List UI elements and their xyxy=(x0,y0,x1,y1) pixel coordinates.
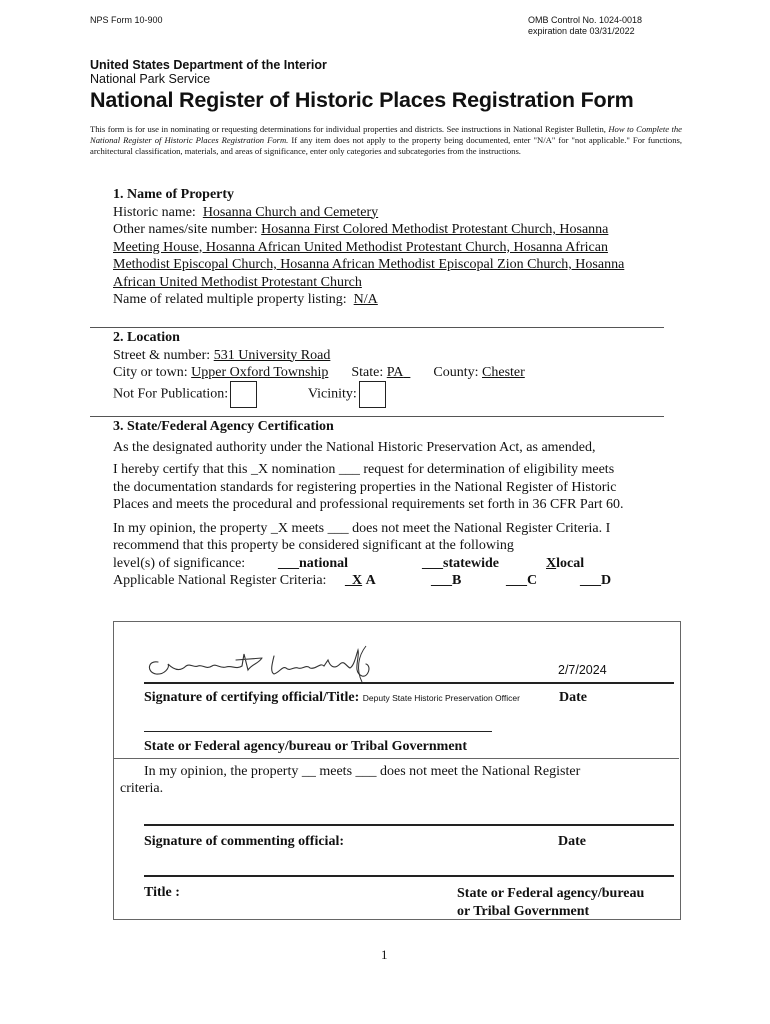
criterion-d: ___D xyxy=(580,573,612,588)
certification-text-3: Places and meets the procedural and professional requirements set forth in 36 CFR Part 60. xyxy=(113,497,624,512)
commenting-date-label: Date xyxy=(558,834,586,849)
commenting-opinion-2: criteria. xyxy=(120,781,164,796)
level-statewide: ___statewide xyxy=(422,555,499,571)
certification-text-1: I hereby certify that this _X nomination ___ request for determination of eligibility meets xyxy=(113,462,615,477)
county-label: County: xyxy=(433,365,479,380)
agency-label: State or Federal agency/bureau or Tribal Government xyxy=(144,739,468,754)
form-number: NPS Form 10-900 xyxy=(90,15,163,25)
commenting-signature-line xyxy=(144,824,674,826)
other-names-value-1: Hosanna First Colored Methodist Protestant Church, Hosanna xyxy=(261,222,609,237)
page-number: 1 xyxy=(381,947,388,962)
signature-line xyxy=(144,682,674,684)
agency-name: National Park Service xyxy=(90,72,211,86)
certifying-date-label: Date xyxy=(559,690,587,705)
section-certification xyxy=(113,418,683,590)
criteria-row xyxy=(113,572,683,590)
opinion-text-1: In my opinion, the property _X meets ___ does not meet the National Register Criteria. I xyxy=(113,520,611,536)
criterion-c: ___C xyxy=(506,573,538,588)
section1-heading: 1. Name of Property xyxy=(113,187,235,202)
section-location xyxy=(113,329,525,408)
criterion-a-label: A xyxy=(365,573,376,588)
form-title: National Register of Historic Places Registration Form xyxy=(90,88,634,112)
agency-line xyxy=(144,731,492,732)
section-divider xyxy=(90,327,664,328)
title-line xyxy=(144,875,674,877)
other-names-row xyxy=(113,221,624,239)
intro-bulletin-title: How to Complete the National Register of Historic Places Registration Form. xyxy=(90,124,682,145)
opinion-text-2: recommend that this property be considered significant at the following xyxy=(113,538,514,553)
section2-heading: 2. Location xyxy=(113,330,180,345)
certification-text-2: the documentation standards for registering properties in the National Register of Historic xyxy=(113,479,617,495)
certifying-signature-label: Signature of certifying official/Title: Deputy State Historic Preservation Officer xyxy=(144,690,520,705)
criterion-a: _X A xyxy=(345,573,376,588)
expiration-date: expiration date 03/31/2022 xyxy=(528,26,635,36)
intro-text-2: If any item does not apply to the property being documented, enter "N/A" for "not applicable." For functions, architectural classification, materials, and areas of significance, enter only categories and subcategories from the instructions. xyxy=(90,135,683,156)
level-local-label: local xyxy=(556,555,585,571)
omb-number: OMB Control No. 1024-0018 xyxy=(528,15,643,25)
commenting-agency-label: State or Federal agency/bureau or Tribal Government xyxy=(457,886,645,919)
other-names-value-3: Methodist Episcopal Church, Hosanna African Methodist Episcopal Zion Church, Hosanna xyxy=(113,257,625,272)
related-listing-value: N/A xyxy=(353,292,378,307)
street-row xyxy=(113,347,525,365)
street-label: Street & number: xyxy=(113,347,211,363)
section3-heading: 3. State/Federal Agency Certification xyxy=(113,419,334,434)
section-divider xyxy=(90,416,664,417)
level-national: ___national xyxy=(278,555,349,571)
other-names-value-4: African United Methodist Protestant Church xyxy=(113,274,362,290)
department-name: United States Department of the Interior xyxy=(90,58,327,72)
city-value: Upper Oxford Township xyxy=(191,365,329,380)
related-listing-row xyxy=(113,291,624,309)
not-for-publication-checkbox[interactable] xyxy=(230,381,257,408)
title-label: Title : xyxy=(144,885,180,900)
historic-name-value: Hosanna Church and Cemetery xyxy=(202,204,379,220)
certifying-title: Deputy State Historic Preservation Officer xyxy=(362,693,520,703)
commenting-opinion-1: In my opinion, the property __ meets ___ does not meet the National Register xyxy=(144,764,581,779)
box-divider xyxy=(113,758,679,759)
criterion-a-mark: X xyxy=(352,573,363,588)
city-label: City or town: xyxy=(113,365,188,380)
significance-label: level(s) of significance: xyxy=(113,555,246,571)
commenting-signature-label: Signature of commenting official: xyxy=(144,834,344,849)
historic-name-label: Historic name: xyxy=(113,204,196,220)
other-names-label: Other names/site number: xyxy=(113,222,258,237)
state-label: State: xyxy=(351,365,384,380)
not-for-publication-label: Not For Publication: xyxy=(113,386,229,402)
publication-row xyxy=(113,381,525,408)
omb-info xyxy=(528,15,642,37)
significance-row xyxy=(113,555,683,573)
city-row xyxy=(113,364,525,382)
level-local-mark: X xyxy=(546,555,557,571)
criterion-b: ___B xyxy=(431,573,462,588)
section-name-of-property xyxy=(113,186,624,309)
historic-name-row xyxy=(113,204,624,222)
state-value: PA xyxy=(386,365,404,380)
vicinity-label: Vicinity: xyxy=(307,386,357,402)
street-value: 531 University Road xyxy=(213,347,331,363)
certification-box xyxy=(113,621,681,920)
other-names-value-2: Meeting House, Hosanna African United Methodist Protestant Church, Hosanna African xyxy=(113,239,608,255)
certification-authority: As the designated authority under the National Historic Preservation Act, as amended, xyxy=(113,439,596,455)
criteria-label: Applicable National Register Criteria: xyxy=(113,573,327,588)
vicinity-checkbox[interactable] xyxy=(359,381,386,408)
level-local xyxy=(546,555,584,573)
handwritten-signature xyxy=(140,636,380,684)
county-value: Chester xyxy=(482,365,525,380)
certification-date: 2/7/2024 xyxy=(558,663,607,677)
intro-instructions xyxy=(90,124,682,157)
related-listing-label: Name of related multiple property listing: xyxy=(113,292,347,307)
intro-text-1: This form is for use in nominating or requesting determinations for individual properties and districts. See instructions in National Register Bulletin, xyxy=(90,124,606,134)
